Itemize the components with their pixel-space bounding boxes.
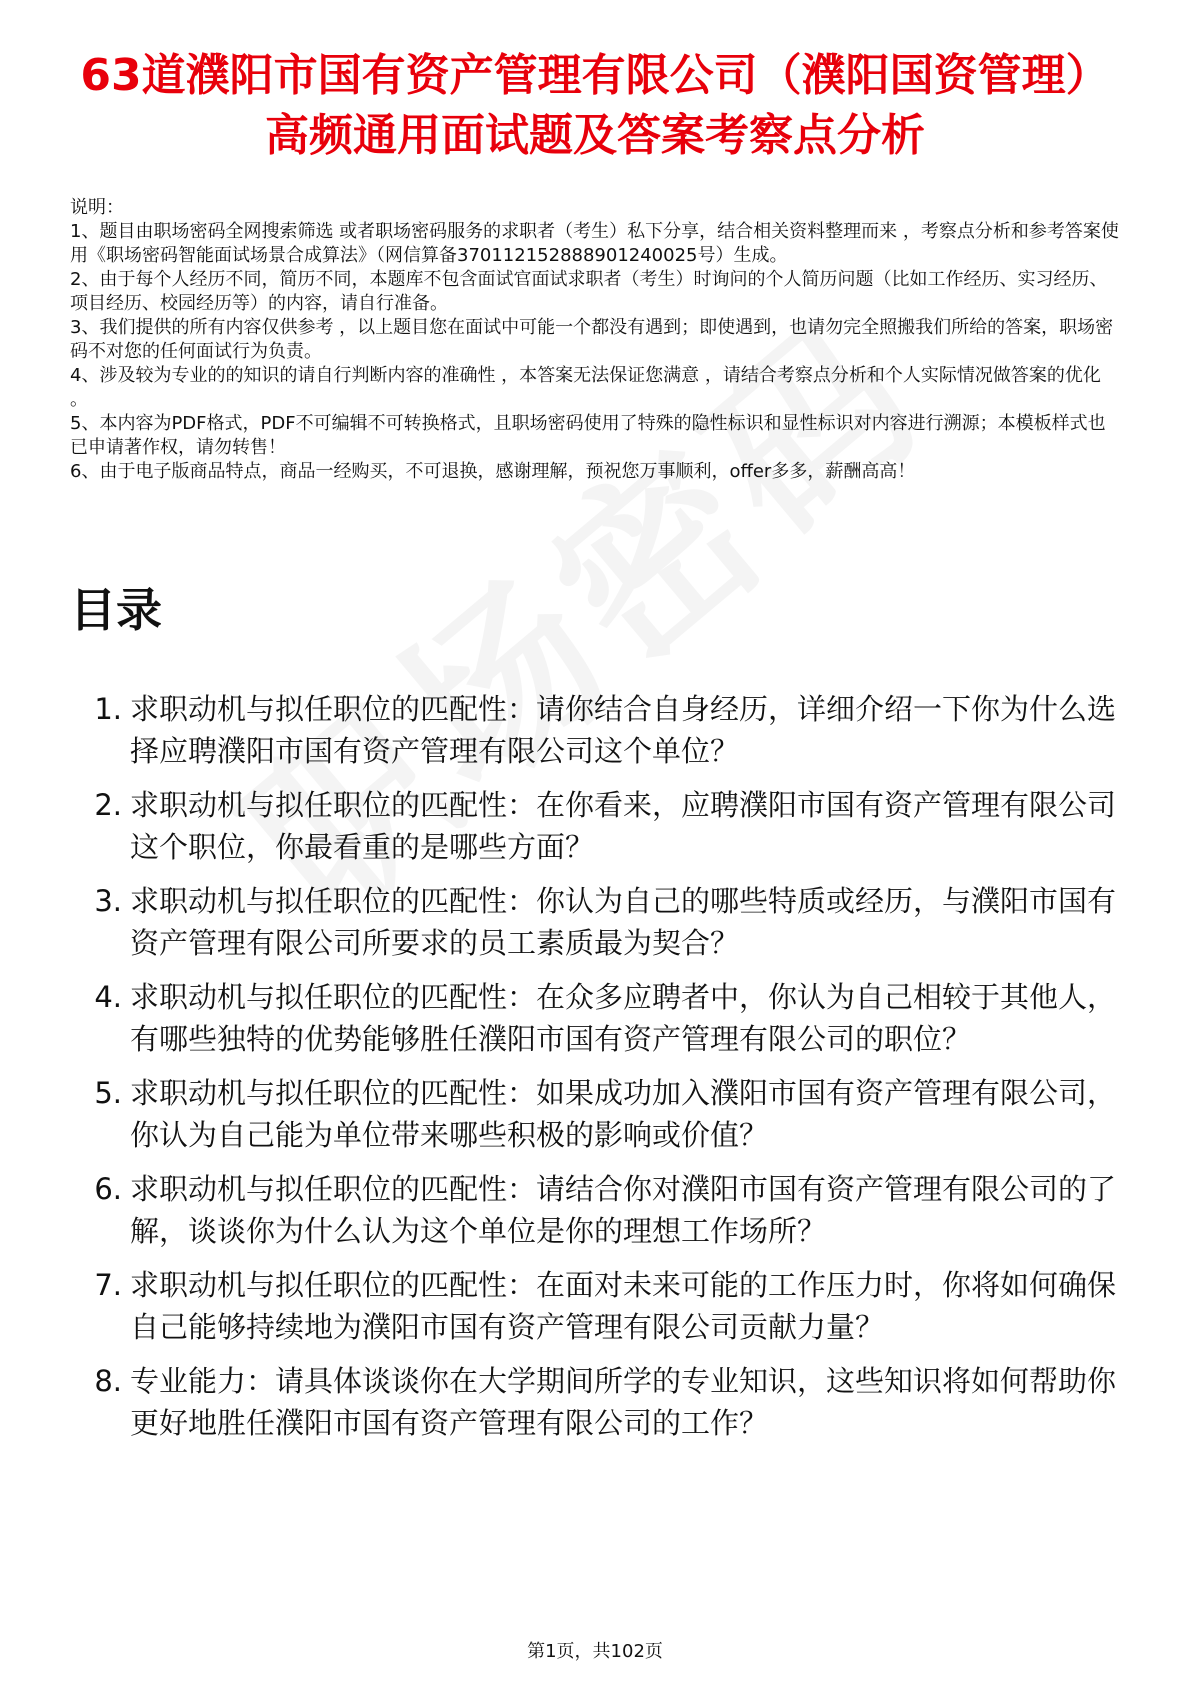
toc-item-number: 4. bbox=[94, 980, 122, 1014]
toc-item-number: 8. bbox=[94, 1364, 122, 1398]
note-item-6: 6、由于电子版商品特点，商品一经购买，不可退换，感谢理解，预祝您万事顺利，offer多多，薪酬高高！ bbox=[70, 461, 916, 482]
toc-item-text: 专业能力：请具体谈谈你在大学期间所学的专业知识，这些知识将如何帮助你更好地胜任濮阳市国有资产管理有限公司的工作？ bbox=[130, 1364, 1117, 1440]
page-footer: 第1页，共102页 bbox=[527, 1641, 663, 1662]
note-item-2: 2、由于每个人经历不同，简历不同，本题库不包含面试官面试求职者（考生）时询问的个人简历问题（比如工作经历、实习经历、项目经历、校园经历等）的内容，请自行准备。 bbox=[70, 269, 1108, 314]
toc-item-text: 求职动机与拟任职位的匹配性：请结合你对濮阳市国有资产管理有限公司的了解，谈谈你为什么认为这个单位是你的理想工作场所？ bbox=[130, 1172, 1117, 1248]
toc-item-number: 7. bbox=[94, 1268, 122, 1302]
toc-item-text: 求职动机与拟任职位的匹配性：在众多应聘者中，你认为自己相较于其他人，有哪些独特的优势能够胜任濮阳市国有资产管理有限公司的职位？ bbox=[130, 980, 1117, 1056]
toc-item[interactable] bbox=[70, 784, 1125, 868]
toc-item[interactable] bbox=[70, 1168, 1125, 1252]
toc-item[interactable] bbox=[70, 1360, 1125, 1444]
toc-item-number: 1. bbox=[94, 692, 122, 726]
notes-section bbox=[70, 196, 1120, 484]
toc-item[interactable] bbox=[70, 976, 1125, 1060]
toc-item-number: 2. bbox=[94, 788, 122, 822]
note-item-1: 1、题目由职场密码全网搜索筛选 或者职场密码服务的求职者（考生）私下分享，结合相关资料整理而来 ，考察点分析和参考答案使用《职场密码智能面试场景合成算法》（网信算备370112152888901240025号）生成。 bbox=[70, 221, 1119, 266]
toc-item-text: 求职动机与拟任职位的匹配性：如果成功加入濮阳市国有资产管理有限公司，你认为自己能为单位带来哪些积极的影响或价值？ bbox=[130, 1076, 1117, 1152]
note-item-5: 5、本内容为PDF格式，PDF不可编辑不可转换格式，且职场密码使用了特殊的隐性标识和显性标识对内容进行溯源；本模板样式也已申请著作权，请勿转售！ bbox=[70, 413, 1106, 458]
toc-item-number: 3. bbox=[94, 884, 122, 918]
toc-heading: 目录 bbox=[70, 583, 162, 637]
toc-item[interactable] bbox=[70, 1264, 1125, 1348]
toc-item[interactable] bbox=[70, 688, 1125, 772]
toc-item-text: 求职动机与拟任职位的匹配性：请你结合自身经历，详细介绍一下你为什么选择应聘濮阳市国有资产管理有限公司这个单位？ bbox=[130, 692, 1117, 768]
note-item-3: 3、我们提供的所有内容仅供参考 ，以上题目您在面试中可能一个都没有遇到；即使遇到，也请勿完全照搬我们所给的答案，职场密码不对您的任何面试行为负责。 bbox=[70, 317, 1114, 362]
toc-item[interactable] bbox=[70, 1072, 1125, 1156]
toc-item[interactable] bbox=[70, 880, 1125, 964]
toc-item-text: 求职动机与拟任职位的匹配性：你认为自己的哪些特质或经历，与濮阳市国有资产管理有限公司所要求的员工素质最为契合？ bbox=[130, 884, 1117, 960]
document-title: 63道濮阳市国有资产管理有限公司（濮阳国资管理）高频通用面试题及答案考察点分析 bbox=[80, 50, 1110, 161]
note-item-4: 4、涉及较为专业的的知识的请自行判断内容的准确性 ，本答案无法保证您满意 ，请结合考察点分析和个人实际情况做答案的优化 。 bbox=[70, 365, 1101, 410]
toc-item-number: 6. bbox=[94, 1172, 122, 1206]
toc-item-text: 求职动机与拟任职位的匹配性：在面对未来可能的工作压力时，你将如何确保自己能够持续地为濮阳市国有资产管理有限公司贡献力量？ bbox=[130, 1268, 1117, 1344]
toc-list bbox=[70, 688, 1125, 1456]
toc-item-text: 求职动机与拟任职位的匹配性：在你看来，应聘濮阳市国有资产管理有限公司这个职位，你最看重的是哪些方面？ bbox=[130, 788, 1117, 864]
notes-heading: 说明： bbox=[70, 197, 124, 218]
toc-item-number: 5. bbox=[94, 1076, 122, 1110]
